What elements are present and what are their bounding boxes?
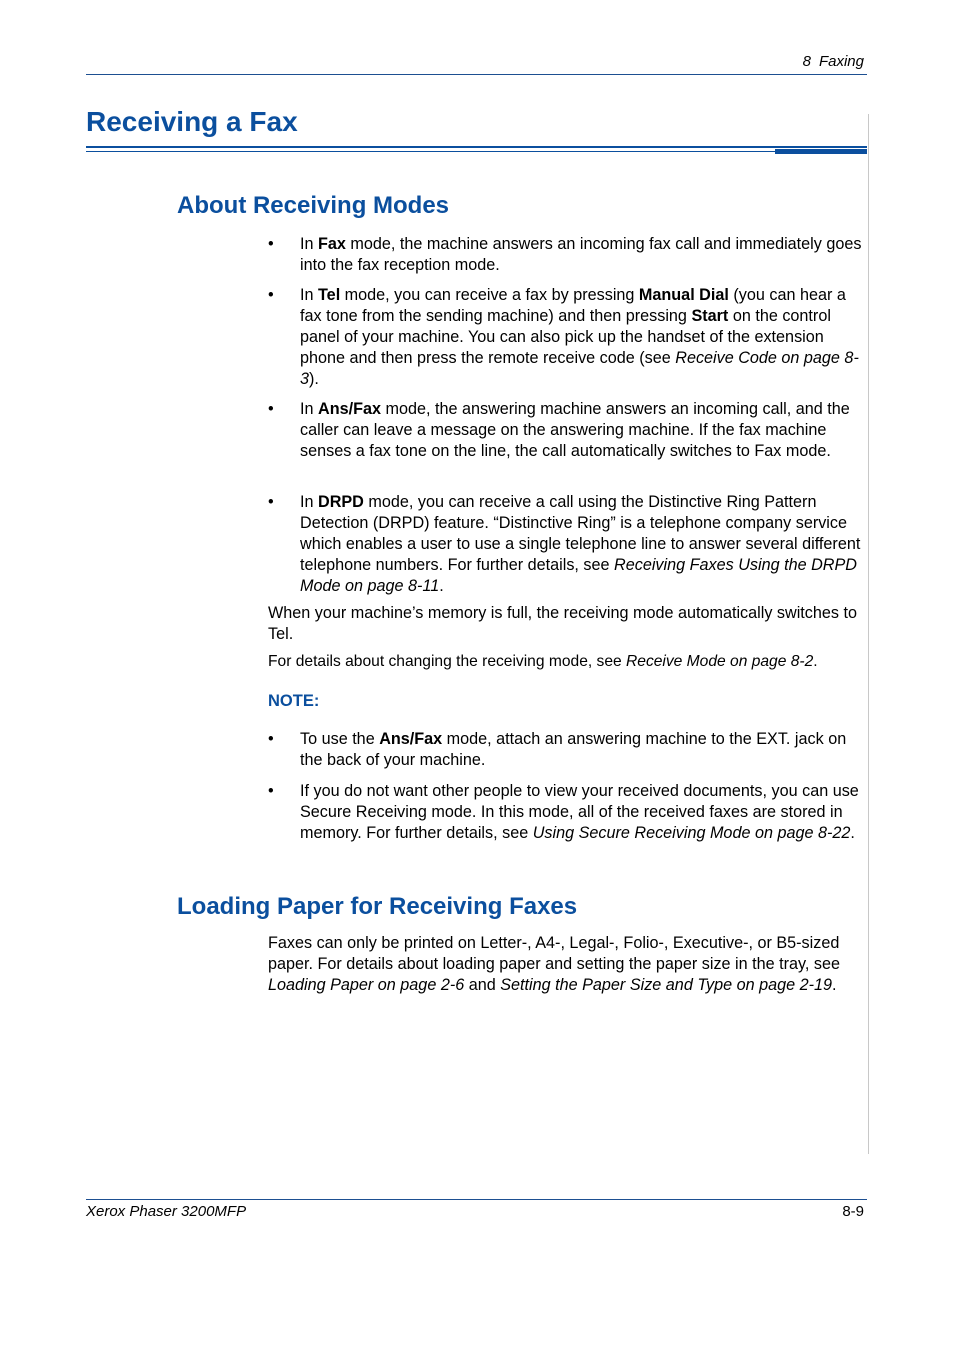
chapter-number: 8 xyxy=(802,53,811,70)
cross-reference: Receiving Faxes Using the DRPD Mode on page 8-11 xyxy=(300,556,857,595)
bullet-marker: • xyxy=(268,782,274,800)
details-paragraph: For details about changing the receiving mode, see Receive Mode on page 8-2. xyxy=(268,653,818,670)
title-rule xyxy=(86,146,867,148)
footer-rule xyxy=(86,1199,867,1200)
cross-reference: Receive Mode on page 8-2 xyxy=(626,653,814,670)
title-rule-secondary xyxy=(86,151,867,152)
page-number: 8-9 xyxy=(842,1203,864,1220)
running-header xyxy=(795,53,864,70)
bullet-marker: • xyxy=(268,493,274,511)
memory-paragraph: When your machine’s memory is full, the receiving mode automatically switches to Tel. xyxy=(268,604,857,643)
title-accent-bar xyxy=(775,149,867,154)
cross-reference: Loading Paper on page 2-6 xyxy=(268,976,465,994)
footer-product: Xerox Phaser 3200MFP xyxy=(86,1203,247,1220)
section-heading-loading-paper: Loading Paper for Receiving Faxes xyxy=(177,893,578,920)
loading-paper-paragraph: Faxes can only be printed on Letter-, A4-, Legal-, Folio-, Executive-, or B5-sized paper. For details about loading paper and setting the paper size in the tray, see Loading Paper on page 2-6 and Setting the Paper Size and Type on page 2-19. xyxy=(268,934,841,994)
header-rule xyxy=(86,74,867,75)
section-heading-receiving-modes: About Receiving Modes xyxy=(177,192,450,219)
bullet-marker: • xyxy=(268,235,274,253)
cross-reference: Setting the Paper Size and Type on page 2-19 xyxy=(500,976,833,994)
page-title: Receiving a Fax xyxy=(86,106,298,137)
chapter-title: Faxing xyxy=(818,53,864,70)
bullet-marker: • xyxy=(268,400,274,418)
margin-rule xyxy=(868,114,869,1154)
cross-reference: Receive Code on page 8-3 xyxy=(300,349,859,388)
cross-reference: Using Secure Receiving Mode on page 8-22 xyxy=(532,824,851,842)
bullet-marker: • xyxy=(268,286,274,304)
note-label: NOTE: xyxy=(268,692,320,710)
bullet-marker: • xyxy=(268,730,274,748)
